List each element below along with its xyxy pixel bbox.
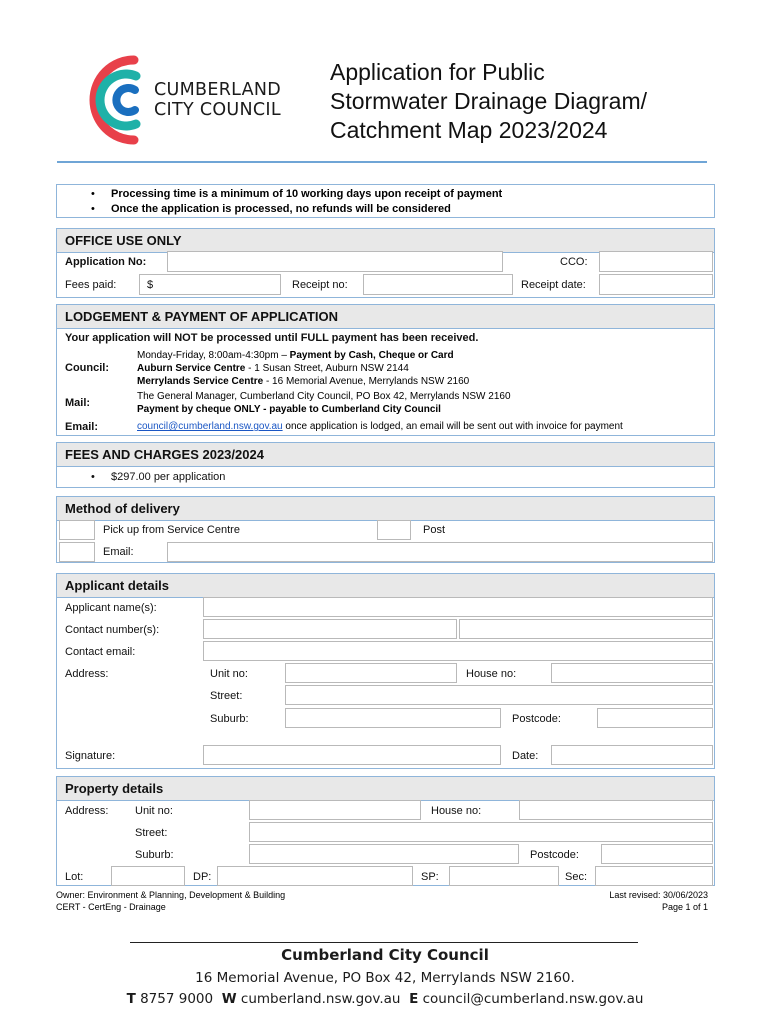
- property-house-no-label: House no:: [431, 805, 482, 817]
- lodgement-section: [56, 304, 715, 436]
- email-details: council@cumberland.nsw.gov.au once application is lodged, an email will be sent out with invoice for payment: [137, 421, 623, 432]
- section-title: LODGEMENT & PAYMENT OF APPLICATION: [57, 305, 714, 329]
- dollar-sign: $: [147, 279, 154, 291]
- postcode-label: Postcode:: [512, 713, 561, 725]
- mail-details: The General Manager, Cumberland City Council, PO Box 42, Merrylands NSW 2160 Payment by cheque ONLY - payable to Cumberland City Council: [137, 391, 511, 415]
- lot-label: Lot:: [65, 871, 84, 883]
- dp-field[interactable]: [217, 866, 413, 886]
- suburb-label: Suburb:: [210, 713, 249, 725]
- contact-line: T 8757 9000 W cumberland.nsw.gov.au E council@cumberland.nsw.gov.au: [126, 991, 644, 1007]
- mail-label: Mail:: [65, 397, 91, 409]
- notice-item: • Processing time is a minimum of 10 working days upon receipt of payment: [111, 188, 502, 200]
- page-title: Application for Public Stormwater Drainage Diagram/ Catchment Map 2023/2024: [330, 59, 648, 143]
- signature-field[interactable]: [203, 745, 501, 765]
- post-label: Post: [423, 524, 446, 536]
- house-no-label: House no:: [466, 668, 517, 680]
- section-title: FEES AND CHARGES 2023/2024: [57, 443, 714, 467]
- receipt-no-label: Receipt no:: [292, 279, 348, 291]
- applicant-section: [56, 573, 715, 769]
- receipt-no-field[interactable]: [363, 274, 513, 295]
- property-section: [56, 776, 715, 886]
- email-delivery-label: Email:: [103, 546, 134, 558]
- property-street-field[interactable]: [249, 822, 713, 842]
- contact-council-name: Cumberland City Council: [281, 946, 489, 964]
- cco-label: CCO:: [560, 256, 588, 268]
- signature-label: Signature:: [65, 750, 116, 762]
- cco-field[interactable]: [599, 251, 713, 272]
- contact-number-1-field[interactable]: [203, 619, 457, 639]
- section-title: Applicant details: [57, 574, 714, 598]
- sec-label: Sec:: [565, 871, 588, 883]
- property-address-label: Address:: [65, 805, 109, 817]
- fee-item: • $297.00 per application: [91, 471, 226, 483]
- section-title: Method of delivery: [57, 497, 714, 521]
- applicant-unit-no-field[interactable]: [285, 663, 457, 683]
- property-postcode-field[interactable]: [601, 844, 713, 864]
- address-label: Address:: [65, 668, 109, 680]
- applicant-postcode-field[interactable]: [597, 708, 713, 728]
- fees-paid-field[interactable]: [139, 274, 281, 295]
- notices-box: [56, 184, 715, 218]
- logo-wordmark: CUMBERLAND CITY COUNCIL: [154, 80, 282, 120]
- contact-phone: 8757 9000: [140, 991, 214, 1007]
- street-label: Street:: [210, 690, 243, 702]
- post-checkbox[interactable]: [377, 520, 411, 540]
- council-label: Council:: [65, 362, 109, 374]
- receipt-date-label: Receipt date:: [521, 279, 586, 291]
- council-details: Monday-Friday, 8:00am-4:30pm – Payment by Cash, Cheque or Card Auburn Service Centre - 1 Susan Street, Auburn NSW 2144 Merrylands Service Centre - 16 Memorial Avenue, Merrylands NSW 2160: [137, 350, 470, 387]
- applicant-house-no-field[interactable]: [551, 663, 713, 683]
- contact-number-2-field[interactable]: [459, 619, 713, 639]
- sp-field[interactable]: [449, 866, 559, 886]
- fees-paid-label: Fees paid:: [65, 279, 117, 291]
- property-postcode-label: Postcode:: [530, 849, 579, 861]
- date-label: Date:: [512, 750, 539, 762]
- application-no-field[interactable]: [167, 251, 503, 272]
- section-title: Property details: [57, 777, 714, 801]
- footer-owner: Owner: Environment & Planning, Development & Building CERT - CertEng - Drainage: [56, 890, 286, 912]
- property-unit-no-field[interactable]: [249, 800, 421, 820]
- pickup-label: Pick up from Service Centre: [103, 524, 240, 536]
- contact-address: 16 Memorial Avenue, PO Box 42, Merrylands NSW 2160.: [195, 970, 575, 986]
- applicant-street-field[interactable]: [285, 685, 713, 705]
- property-suburb-field[interactable]: [249, 844, 519, 864]
- contact-email[interactable]: council@cumberland.nsw.gov.au: [422, 991, 644, 1007]
- property-street-label: Street:: [135, 827, 168, 839]
- applicant-suburb-field[interactable]: [285, 708, 501, 728]
- fees-section: [56, 442, 715, 488]
- council-email-link[interactable]: council@cumberland.nsw.gov.au: [137, 421, 283, 432]
- contact-website[interactable]: cumberland.nsw.gov.au: [240, 991, 401, 1007]
- property-suburb-label: Suburb:: [135, 849, 174, 861]
- office-use-section: [56, 228, 715, 298]
- delivery-email-field[interactable]: [167, 542, 713, 562]
- header-divider: [57, 161, 707, 163]
- applicant-names-label: Applicant name(s):: [65, 602, 157, 614]
- dp-label: DP:: [193, 871, 212, 883]
- payment-warning: Your application will NOT be processed until FULL payment has been received.: [65, 332, 479, 344]
- lot-field[interactable]: [111, 866, 185, 886]
- contact-divider: [130, 942, 638, 943]
- application-no-label: Application No:: [65, 256, 147, 268]
- property-unit-no-label: Unit no:: [135, 805, 173, 817]
- delivery-section: [56, 496, 715, 563]
- footer-revision: Last revised: 30/06/2023 Page 1 of 1: [609, 890, 708, 912]
- sp-label: SP:: [421, 871, 439, 883]
- section-title: OFFICE USE ONLY: [57, 229, 714, 253]
- pickup-checkbox[interactable]: [59, 520, 95, 540]
- contact-email-field[interactable]: [203, 641, 713, 661]
- email-checkbox[interactable]: [59, 542, 95, 562]
- receipt-date-field[interactable]: [599, 274, 713, 295]
- notice-item: • Once the application is processed, no refunds will be considered: [111, 203, 451, 215]
- applicant-names-field[interactable]: [203, 597, 713, 617]
- date-field[interactable]: [551, 745, 713, 765]
- contact-email-label: Contact email:: [65, 646, 136, 658]
- sec-field[interactable]: [595, 866, 713, 886]
- property-house-no-field[interactable]: [519, 800, 713, 820]
- unit-no-label: Unit no:: [210, 668, 248, 680]
- email-label: Email:: [65, 421, 99, 433]
- contact-numbers-label: Contact number(s):: [65, 624, 160, 636]
